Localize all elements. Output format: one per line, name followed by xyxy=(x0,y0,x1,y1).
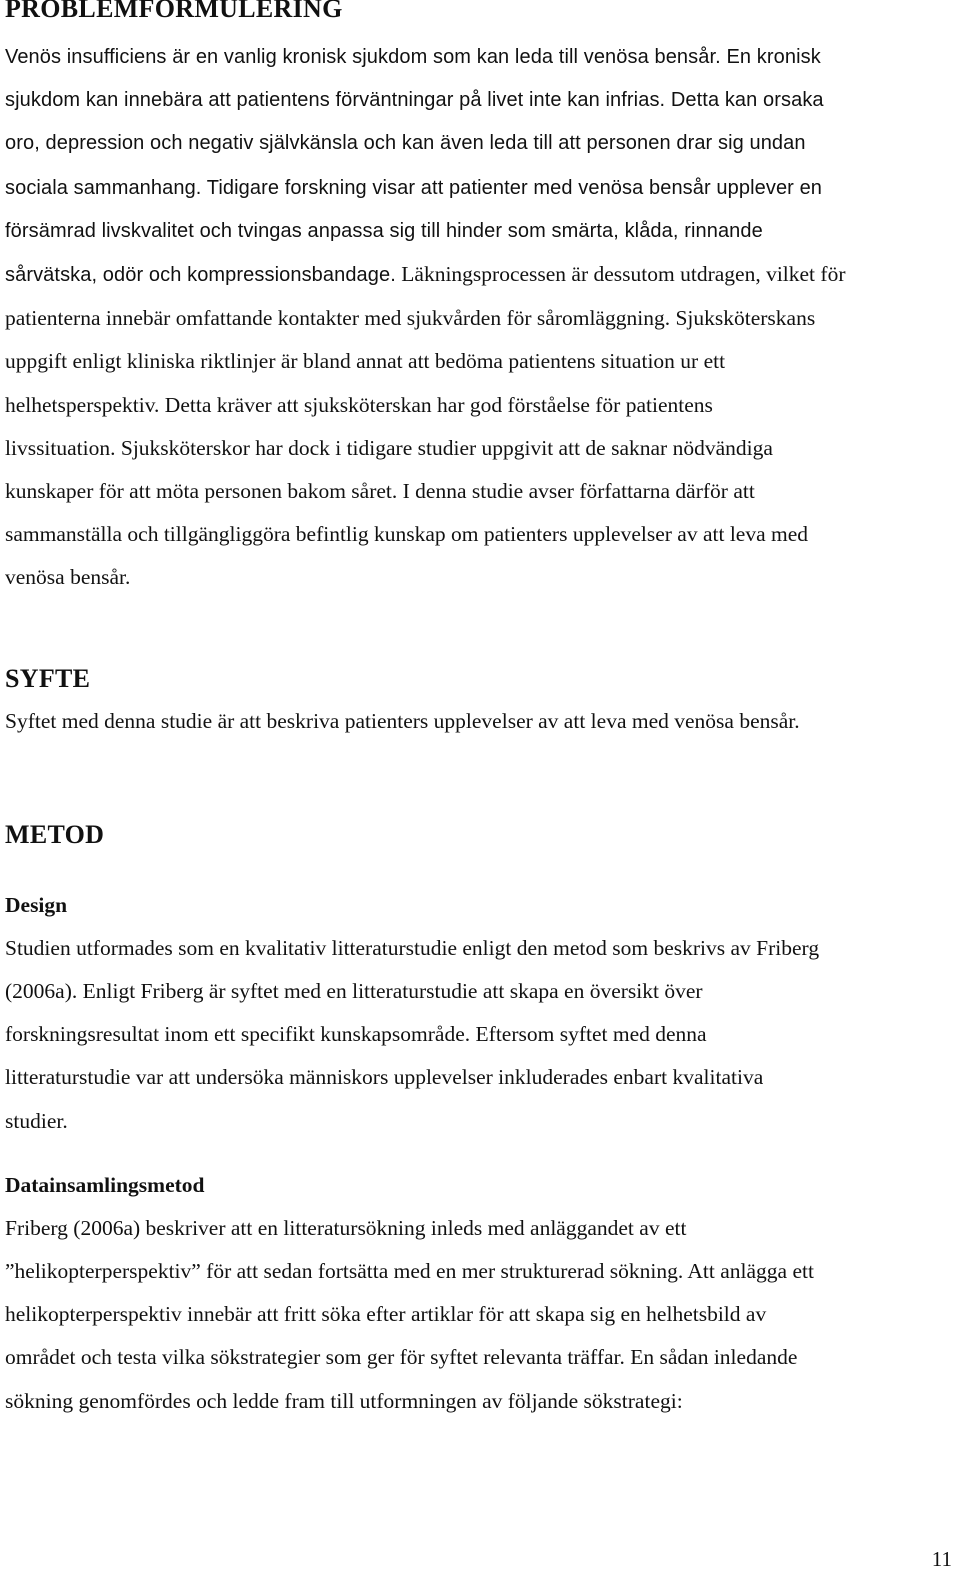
problem-line-6b: Läkningsprocessen är dessutom utdragen, vilket för xyxy=(395,262,846,287)
design-line-2: (2006a). Enligt Friberg är syftet med en litteraturstudie att skapa en översikt över xyxy=(5,979,703,1004)
problem-line-12: sammanställa och tillgängliggöra befintlig kunskap om patienters upplevelser av att leva med xyxy=(5,522,809,547)
datains-line-5: sökning genomfördes och ledde fram till utformningen av följande sökstrategi: xyxy=(5,1388,683,1413)
syfte-line: Syftet med denna studie är att beskriva patienters upplevelser av att leva med venösa bensår. xyxy=(5,708,800,733)
design-line-3: forskningsresultat inom ett specifikt kunskapsområde. Eftersom syftet med denna xyxy=(5,1022,707,1047)
problem-line-7: patienterna innebär omfattande kontakter med sjukvården för såromläggning. Sjuksköterskans xyxy=(5,306,816,331)
problem-line-6a: sårvätska, odör och kompressionsbandage. xyxy=(5,264,396,287)
design-paragraph xyxy=(5,927,955,1143)
problem-line-4b: Tidigare forskning visar att patienter med venösa bensår upplever en xyxy=(201,176,823,199)
datains-line-3: helikopterperspektiv innebär att fritt söka efter artiklar för att skapa sig en helhetsbild av xyxy=(5,1302,767,1327)
heading-datainsamlingsmetod: Datainsamlingsmetod xyxy=(5,1172,205,1197)
datains-line-2: ”helikopterperspektiv” för att sedan fortsätta med en mer strukturerad sökning. Att anlägga ett xyxy=(5,1259,814,1284)
datains-line-1: Friberg (2006a) beskriver att en litteratursökning inleds med anläggandet av ett xyxy=(5,1215,687,1240)
problem-line-2: sjukdom kan innebära att patientens förväntningar på livet inte kan infrias. Detta kan orsaka xyxy=(5,89,824,112)
problem-paragraph xyxy=(5,36,955,600)
problem-line-1: Venös insufficiens är en vanlig kronisk sjukdom som kan leda till venösa bensår. En kronisk xyxy=(5,46,821,68)
design-line-1: Studien utformades som en kvalitativ litteraturstudie enligt den metod som beskrivs av Friberg xyxy=(5,935,820,960)
problem-line-4a: sociala sammanhang. xyxy=(5,176,202,199)
problem-line-10: livssituation. Sjuksköterskor har dock i tidigare studier uppgivit att de saknar nödvändiga xyxy=(5,435,773,460)
heading-syfte: SYFTE xyxy=(5,663,91,693)
heading-design: Design xyxy=(5,892,68,917)
problem-line-3: oro, depression och negativ självkänsla och kan även leda till att personen drar sig undan xyxy=(5,132,806,155)
design-line-4: litteraturstudie var att undersöka människors upplevelser inkluderades enbart kvalitativa xyxy=(5,1065,764,1090)
document-page xyxy=(5,0,955,1423)
design-line-5: studier. xyxy=(5,1108,68,1133)
heading-problemformulering: PROBLEMFORMULERING xyxy=(5,0,343,23)
page-number: 11 xyxy=(931,1547,952,1571)
datains-line-4: området och testa vilka sökstrategier som ger för syftet relevanta träffar. En sådan inledande xyxy=(5,1345,798,1370)
problem-line-8: uppgift enligt kliniska riktlinjer är bland annat att bedöma patientens situation ur ett xyxy=(5,349,726,374)
problem-line-11: kunskaper för att möta personen bakom såret. I denna studie avser författarna därför att xyxy=(5,479,755,504)
datainsamling-paragraph xyxy=(5,1207,955,1423)
heading-metod: METOD xyxy=(5,819,105,849)
syfte-paragraph xyxy=(5,700,955,743)
problem-line-9: helhetsperspektiv. Detta kräver att sjuksköterskan har god förståelse för patientens xyxy=(5,392,713,417)
problem-line-13: venösa bensår. xyxy=(5,565,131,590)
problem-line-5: försämrad livskvalitet och tvingas anpassa sig till hinder som smärta, klåda, rinnande xyxy=(5,219,763,242)
